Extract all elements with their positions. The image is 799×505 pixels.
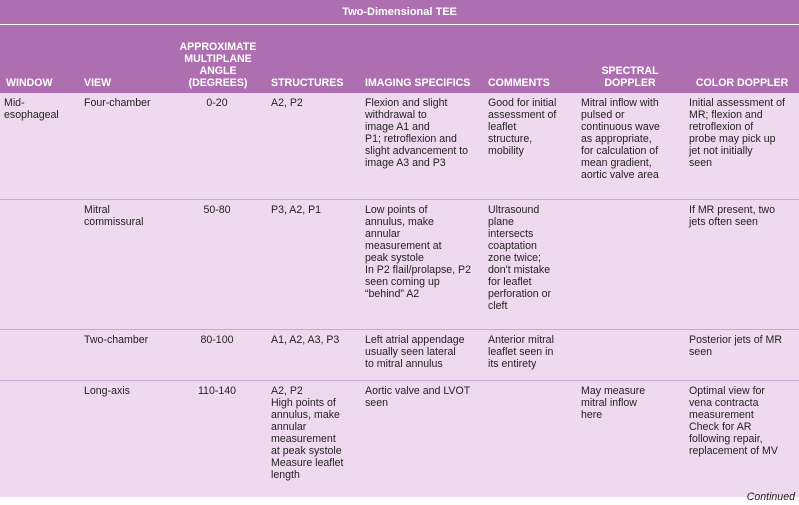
cell-view: Long-axis — [78, 381, 169, 498]
cell-imaging-specifics: Aortic valve and LVOT seen — [359, 381, 482, 498]
table-row — [0, 93, 799, 200]
table-row — [0, 330, 799, 381]
cell-comments: Good for initial assessment of leaflet structure, mobility — [482, 93, 575, 200]
cell-imaging-specifics: Flexion and slight withdrawal to image A1 and P1; retroflexion and slight advancement to image A3 and P3 — [359, 93, 482, 200]
cell-window — [0, 330, 78, 381]
cell-angle: 50-80 — [169, 200, 265, 330]
cell-spectral-doppler — [575, 200, 683, 330]
header-color-doppler: COLOR DOPPLER — [683, 25, 799, 94]
header-comments: COMMENTS — [482, 25, 575, 94]
cell-comments: Anterior mitral leaflet seen in its entirety — [482, 330, 575, 381]
cell-window — [0, 381, 78, 498]
cell-spectral-doppler: May measure mitral inflow here — [575, 381, 683, 498]
cell-angle: 0-20 — [169, 93, 265, 200]
cell-spectral-doppler: Mitral inflow with pulsed or continuous wave as appropriate, for calculation of mean gradient, aortic valve area — [575, 93, 683, 200]
cell-imaging-specifics: Left atrial appendage usually seen lateral to mitral annulus — [359, 330, 482, 381]
cell-angle: 110-140 — [169, 381, 265, 498]
header-structures: STRUCTURES — [265, 25, 359, 94]
cell-color-doppler: Posterior jets of MR seen — [683, 330, 799, 381]
continued-note: Continued — [746, 491, 795, 503]
cell-structures: A2, P2 High points of annulus, make annular measurement at peak systole Measure leaflet length — [265, 381, 359, 498]
cell-view: Mitral commissural — [78, 200, 169, 330]
cell-imaging-specifics: Low points of annulus, make annular measurement at peak systole In P2 flail/prolapse, P2 seen coming up “behind” A2 — [359, 200, 482, 330]
cell-structures: A1, A2, A3, P3 — [265, 330, 359, 381]
table-row — [0, 381, 799, 498]
header-window: WINDOW — [0, 25, 78, 94]
cell-color-doppler: Optimal view for vena contracta measurement Check for AR following repair, replacement of MV — [683, 381, 799, 498]
header-view: VIEW — [78, 25, 169, 94]
header-spectral-doppler: SPECTRAL DOPPLER — [575, 25, 683, 94]
cell-color-doppler: Initial assessment of MR; flexion and retroflexion of probe may pick up jet not initially seen — [683, 93, 799, 200]
cell-view: Two-chamber — [78, 330, 169, 381]
cell-structures: P3, A2, P1 — [265, 200, 359, 330]
cell-window — [0, 200, 78, 330]
header-row — [0, 25, 799, 94]
table-title: Two-Dimensional TEE — [0, 0, 799, 25]
cell-comments: Ultrasound plane intersects coaptation zone twice; don't mistake for leaflet perforation or cleft — [482, 200, 575, 330]
table-row — [0, 200, 799, 330]
cell-color-doppler: If MR present, two jets often seen — [683, 200, 799, 330]
cell-comments — [482, 381, 575, 498]
header-imaging-specifics: IMAGING SPECIFICS — [359, 25, 482, 94]
cell-spectral-doppler — [575, 330, 683, 381]
cell-window: Mid- esophageal — [0, 93, 78, 200]
header-angle: APPROXIMATE MULTIPLANE ANGLE (DEGREES) — [169, 25, 265, 94]
cell-view: Four-chamber — [78, 93, 169, 200]
cell-angle: 80-100 — [169, 330, 265, 381]
cell-structures: A2, P2 — [265, 93, 359, 200]
